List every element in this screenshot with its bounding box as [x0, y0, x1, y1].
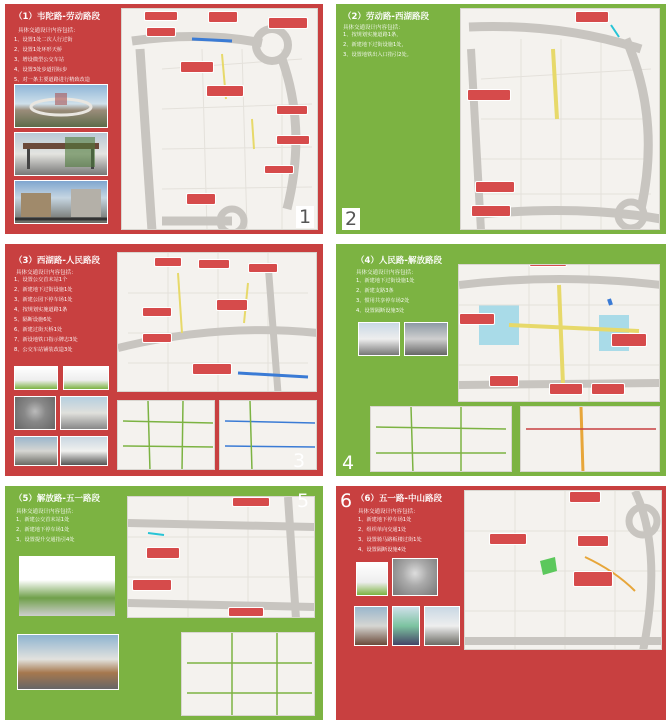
panel-title: （6）五一路-中山路段	[356, 494, 442, 504]
site-map	[121, 8, 318, 230]
rendering-street	[14, 436, 58, 466]
list-item: 1、新建地下过街设施1处	[356, 278, 415, 284]
callout-label	[142, 333, 172, 343]
list-item: 1、新建公交首末站1处	[16, 517, 70, 523]
site-map-main	[117, 252, 317, 392]
list-item: 5、对一条主要道路进行精致改造	[14, 77, 90, 83]
item-list	[14, 35, 90, 85]
list-item: 3、设置骑马路板楼过街1处	[358, 537, 422, 543]
callout-label	[192, 363, 232, 375]
item-list	[14, 275, 78, 355]
callout-label	[216, 299, 248, 311]
panel-title: （4）人民路-解放路段	[356, 256, 442, 266]
list-item: 2、新建地下停车场1处	[16, 527, 70, 533]
panel-title: （3）西湖路-人民路段	[14, 256, 100, 266]
panel-2	[336, 4, 666, 234]
callout-label	[569, 491, 601, 503]
item-list	[358, 515, 422, 555]
rendering-street-view	[14, 180, 108, 224]
list-item: 4、设置隔断设施4处	[358, 547, 407, 553]
rendering-building	[424, 606, 460, 646]
callout-label	[467, 89, 511, 101]
panel-title: （1）韦陀路-劳动路段	[14, 12, 100, 22]
list-item: 8、公交车站铺装改造3处	[14, 347, 73, 353]
panel-3	[5, 244, 323, 476]
panel-1	[5, 4, 323, 234]
callout-label	[577, 535, 609, 547]
panel-title: （5）解放路-五一路段	[14, 494, 100, 504]
panel-subtitle: 具体交通设计内容包括：	[358, 509, 419, 515]
list-item: 3、惯用共享停车场2处	[356, 298, 410, 304]
list-item: 6、新建过街天桥1处	[14, 327, 63, 333]
rendering-roundabout-bridge	[14, 84, 108, 128]
callout-label	[471, 205, 511, 217]
panel-number: 2	[342, 208, 360, 230]
callout-label	[591, 383, 625, 395]
rendering-underpass	[404, 322, 448, 356]
list-item: 3、设置地铁出入口指引2处。	[343, 52, 412, 58]
panel-subtitle: 具体交通设计内容包括：	[18, 28, 79, 34]
callout-label	[268, 17, 308, 29]
panel-number: 5	[297, 490, 310, 512]
callout-label	[573, 571, 613, 587]
callout-label	[489, 533, 527, 545]
callout-label	[154, 257, 182, 267]
callout-label	[529, 264, 567, 267]
panel-number: 6	[340, 490, 353, 512]
panel-6	[336, 486, 666, 720]
callout-label	[276, 105, 308, 115]
callout-label	[146, 547, 180, 559]
site-map-detail	[181, 632, 315, 716]
panel-5	[5, 486, 323, 720]
panel-title: （2）劳动路-西湖路段	[343, 12, 429, 22]
rendering-bus-shelter	[14, 132, 108, 176]
site-map	[460, 8, 660, 230]
list-item: 3、设置提升交通指引4处	[16, 537, 75, 543]
list-item: 5、隔断设施6处	[14, 317, 52, 323]
callout-label	[248, 263, 278, 273]
callout-label	[276, 135, 310, 145]
item-list	[343, 30, 412, 60]
rendering-street	[354, 606, 388, 646]
callout-label	[264, 165, 294, 174]
list-item: 2、新建地下过街设施1处，	[343, 42, 407, 48]
site-map-main	[127, 496, 315, 618]
rendering-section	[14, 366, 58, 390]
list-item: 7、新设地铁口指示牌志3处	[14, 337, 78, 343]
item-list	[16, 515, 74, 545]
callout-label	[180, 61, 214, 73]
list-item: 1、新建地下停车场1处	[358, 517, 412, 523]
rendering-kiosk	[392, 606, 420, 646]
list-item: 1、按规划实施道路1条，	[343, 32, 402, 38]
callout-label	[489, 375, 519, 387]
panel-subtitle: 具体交通设计内容包括：	[16, 270, 77, 276]
rendering-planter	[392, 558, 438, 596]
callout-label	[186, 193, 216, 205]
list-item: 2、新建支路3条	[356, 288, 394, 294]
list-item: 1、设置公交首末站1个	[14, 277, 68, 283]
rendering-section	[63, 366, 109, 390]
site-map-detail	[370, 406, 512, 472]
site-map-detail	[520, 406, 660, 472]
panel-number: 3	[293, 450, 306, 472]
list-item: 2、组织单向交通1处	[358, 527, 407, 533]
rendering-pavilion	[60, 396, 108, 430]
rendering-entrance	[358, 322, 400, 356]
callout-label	[132, 579, 172, 591]
callout-label	[459, 313, 495, 325]
list-item: 4、按规划实施道路1条	[14, 307, 68, 313]
list-item: 1、设置1处二次人行过街	[14, 37, 73, 43]
panel-subtitle: 具体交通设计内容包括：	[16, 509, 77, 515]
list-item: 4、设置3处步道招标步	[14, 67, 68, 73]
site-map-detail	[117, 400, 215, 470]
site-map-main	[464, 490, 662, 650]
panel-4	[336, 244, 666, 476]
rendering-section	[356, 562, 388, 596]
panel-number: 1	[296, 206, 314, 228]
callout-label	[206, 85, 244, 97]
callout-label	[208, 11, 238, 23]
list-item: 3、增设微型公交车站	[14, 57, 64, 63]
rendering-planter	[14, 396, 56, 430]
callout-label	[142, 307, 172, 317]
rendering-plaza	[17, 634, 119, 690]
callout-label	[475, 181, 515, 193]
callout-label	[611, 333, 647, 347]
panel-subtitle: 具体交通设计内容包括：	[356, 270, 417, 276]
callout-label	[575, 11, 609, 23]
rendering-street-section	[19, 556, 115, 616]
list-item: 4、设置隔断设施3处	[356, 308, 405, 314]
panel-subtitle: 具体交通设计内容包括：	[343, 25, 404, 31]
callout-label	[198, 259, 230, 269]
rendering-building	[60, 436, 108, 466]
site-map-main	[458, 264, 660, 402]
list-item: 3、新建公园下停车场1处	[14, 297, 73, 303]
callout-label	[232, 497, 270, 507]
item-list	[356, 276, 414, 316]
callout-label	[144, 11, 178, 21]
callout-label	[146, 27, 176, 37]
callout-label	[549, 383, 583, 395]
list-item: 2、设置1处环形天桥	[14, 47, 63, 53]
list-item: 2、新建地下过街设施1处	[14, 287, 73, 293]
callout-label	[228, 607, 264, 617]
panel-number: 4	[342, 452, 355, 474]
